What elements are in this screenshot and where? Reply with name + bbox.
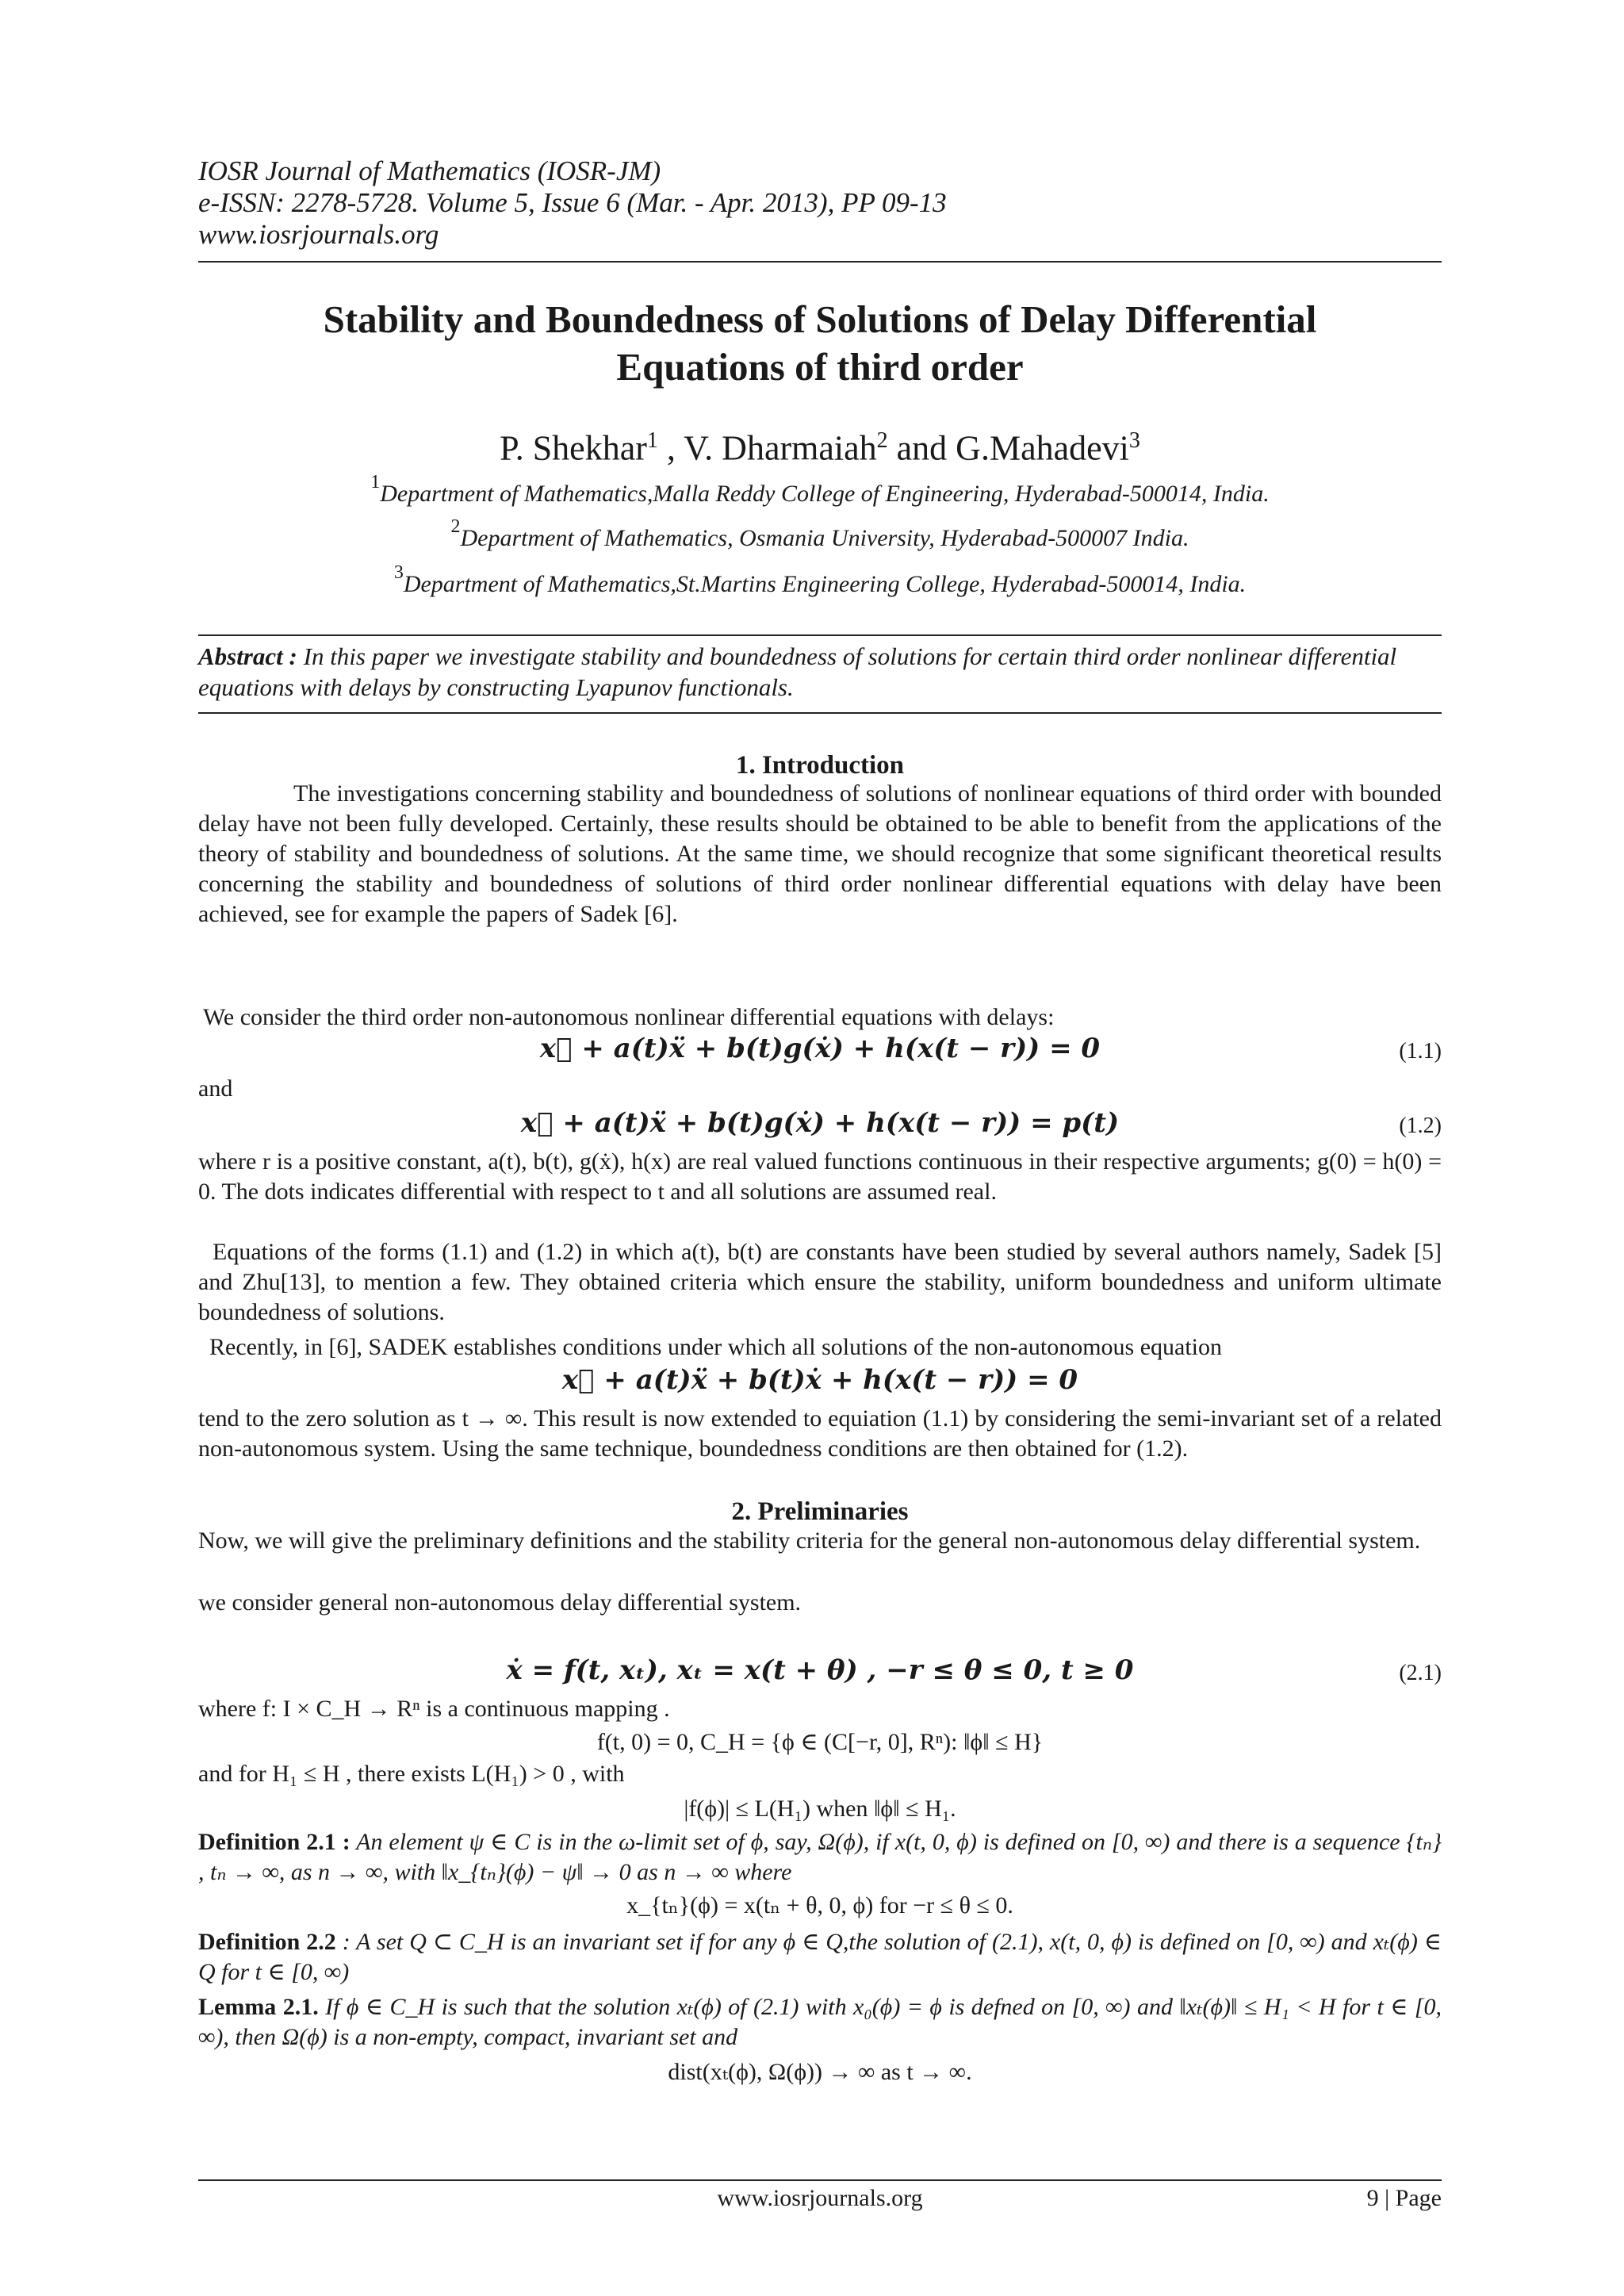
equation-2-1: ẋ = f(t, xₜ), xₜ = x(t + θ) , −r ≤ θ ≤ 0, t ≥ 0 — [506, 1654, 1134, 1686]
page-number: 9 | Page — [1366, 2185, 1442, 2211]
lemma-2-1 — [198, 1992, 1442, 2053]
definition-2-1-label: Definition 2.1 : — [198, 1829, 350, 1855]
journal-site[interactable]: www.iosrjournals.org — [198, 219, 439, 250]
journal-issn: e-ISSN: 2278-5728. Volume 5, Issue 6 (Mar. - Apr. 2013), PP 09-13 — [198, 187, 947, 218]
author-2-sup: 2 — [876, 428, 888, 453]
definition-2-2-text: : A set Q ⊂ C_H is an invariant set if for any ϕ ∈ Q,the solution of (2.1), x(t, 0, ϕ) is defined on [0, ∞) and xₜ(ϕ) ∈ Q for t ∈ [0, ∞) — [198, 1929, 1442, 1985]
and-text: and — [198, 1075, 233, 1102]
affiliation-1-sup: 1 — [370, 472, 381, 493]
affiliation-3-sup: 3 — [393, 562, 404, 583]
section-heading-introduction: 1. Introduction — [735, 751, 905, 780]
definition-2-1 — [198, 1827, 1442, 1888]
journal-name: IOSR Journal of Mathematics (IOSR-JM) — [198, 155, 661, 186]
abstract — [198, 641, 1442, 703]
affiliation-2-text: Department of Mathematics, Osmania University, Hyderabad-500007 India. — [460, 525, 1189, 551]
title-line-2: Equations of third order — [616, 345, 1024, 389]
intro-paragraph-3: where r is a positive constant, a(t), b(t), g(ẋ), h(x) are real valued functions continuous in their respective arguments; g(0) = h(0) = 0. The dots indicates differential with respect to t and all solutions are assumed real. — [198, 1148, 1442, 1205]
affiliation-1-text: Department of Mathematics,Malla Reddy College of Engineering, Hyderabad-500014, India. — [380, 481, 1270, 507]
intro-paragraph-1: The investigations concerning stability and boundedness of solutions of nonlinear equations of third order with bounded delay have not been fully developed. Certainly, these results should be obtained to be able to benefit from the applications of the theory of stability and boundedness of solutions. At the same time, we should recognize that some significant theoretical results concerning the stability and boundedness of solutions of third order nonlinear differential equations with delay have been achieved, see for example the papers of Sadek [6]. — [198, 780, 1442, 927]
author-2: , V. Dharmaiah — [657, 428, 877, 468]
condition-lipschitz: |f(ϕ)| ≤ L(H₁) when ‖ϕ‖ ≤ H₁. — [684, 1796, 956, 1822]
intro-paragraph-2: We consider the third order non-autonomous nonlinear differential equations with delays: — [203, 1004, 1055, 1030]
equation-1-1-number: (1.1) — [1399, 1039, 1442, 1064]
author-3-sup: 3 — [1128, 428, 1140, 453]
equation-1-2-number: (1.2) — [1399, 1114, 1442, 1138]
journal-header — [198, 155, 1442, 251]
prelim-paragraph-2: we consider general non-autonomous delay differential system. — [198, 1589, 802, 1616]
prelim-paragraph-1: Now, we will give the preliminary definitions and the stability criteria for the general non-autonomous delay differential system. — [198, 1527, 1421, 1554]
author-list — [198, 420, 1442, 470]
equation-1-1: x⃛ + a(t)ẍ + b(t)g(ẋ) + h(x(t − r)) = 0 — [539, 1033, 1101, 1064]
title-line-1: Stability and Boundedness of Solutions of Delay Differential — [323, 297, 1317, 341]
abstract-text: In this paper we investigate stability and boundedness of solutions for certain third order nonlinear differential equations with delays by constructing Lyapunov functionals. — [198, 642, 1397, 701]
abstract-top-rule — [198, 634, 1442, 636]
affiliation-1 — [198, 473, 1442, 508]
intro-paragraph-4: Equations of the forms (1.1) and (1.2) in which a(t), b(t) are constants have been studied by several authors namely, Sadek [5] and Zhu[13], to mention a few. They obtained criteria which ensure the stability, uniform boundedness and uniform ultimate boundedness of solutions. — [198, 1239, 1442, 1325]
author-3: and G.Mahadevi — [887, 428, 1129, 468]
condition-ch: f(t, 0) = 0, C_H = {ϕ ∈ (C[−r, 0], Rⁿ): ‖ϕ‖ ≤ H} — [596, 1729, 1044, 1755]
affiliation-3-text: Department of Mathematics,St.Martins Engineering College, Hyderabad-500014, India. — [403, 571, 1247, 597]
mapping-statement: where f: I × C_H → Rⁿ is a continuous mapping . — [198, 1696, 670, 1722]
footer-rule — [198, 2179, 1442, 2181]
paper-title — [198, 296, 1442, 391]
author-1-sup: 1 — [646, 428, 658, 453]
abstract-label: Abstract : — [198, 642, 297, 670]
definition-2-1-equation: x_{tₙ}(ϕ) = x(tₙ + θ, 0, ϕ) for −r ≤ θ ≤ 0. — [626, 1892, 1013, 1918]
abstract-bottom-rule — [198, 712, 1442, 714]
equation-1-2: x⃛ + a(t)ẍ + b(t)g(ẋ) + h(x(t − r)) = p(t) — [520, 1107, 1120, 1139]
condition-h1: and for H₁ ≤ H , there exists L(H₁) > 0 , with — [198, 1761, 625, 1787]
definition-2-2 — [198, 1927, 1442, 1987]
section-heading-preliminaries: 2. Preliminaries — [731, 1497, 909, 1526]
footer-site[interactable]: www.iosrjournals.org — [717, 2185, 923, 2211]
equation-2-1-number: (2.1) — [1399, 1661, 1442, 1685]
author-1: P. Shekhar — [500, 428, 647, 468]
lemma-2-1-equation: dist(xₜ(ϕ), Ω(ϕ)) → ∞ as t → ∞. — [668, 2059, 972, 2085]
lemma-2-1-text: If ϕ ∈ C_H is such that the solution xₜ(ϕ) of (2.1) with x₀(ϕ) = ϕ is defned on [0, ∞) and ‖xₜ(ϕ)‖ ≤ H₁ < H for t ∈ [0, ∞), then Ω(ϕ) is a non-empty, compact, invariant set and — [198, 1994, 1442, 2050]
header-rule — [198, 261, 1442, 263]
definition-2-1-text: An element ψ ∈ C is in the ω-limit set of ϕ, say, Ω(ϕ), if x(t, 0, ϕ) is defined on [0, ∞) and there is a sequence {tₙ} , tₙ → ∞, as n → ∞, with ‖x_{tₙ}(ϕ) − ψ‖ → 0 as n → ∞ where — [198, 1829, 1442, 1885]
affiliation-2-sup: 2 — [450, 516, 461, 537]
affiliation-2 — [198, 517, 1442, 553]
lemma-2-1-label: Lemma 2.1. — [198, 1994, 319, 2020]
affiliation-3 — [198, 563, 1442, 599]
definition-2-2-label: Definition 2.2 — [198, 1929, 336, 1955]
equation-sadek: x⃛ + a(t)ẍ + b(t)ẋ + h(x(t − r)) = 0 — [561, 1364, 1078, 1396]
intro-paragraph-5: Recently, in [6], SADEK establishes conditions under which all solutions of the non-autonomous equation — [209, 1334, 1223, 1360]
intro-paragraph-6: tend to the zero solution as t → ∞. This result is now extended to equiation (1.1) by considering the semi-invariant set of a related non-autonomous system. Using the same technique, boundedness conditions are then obtained for (1.2). — [198, 1405, 1442, 1462]
